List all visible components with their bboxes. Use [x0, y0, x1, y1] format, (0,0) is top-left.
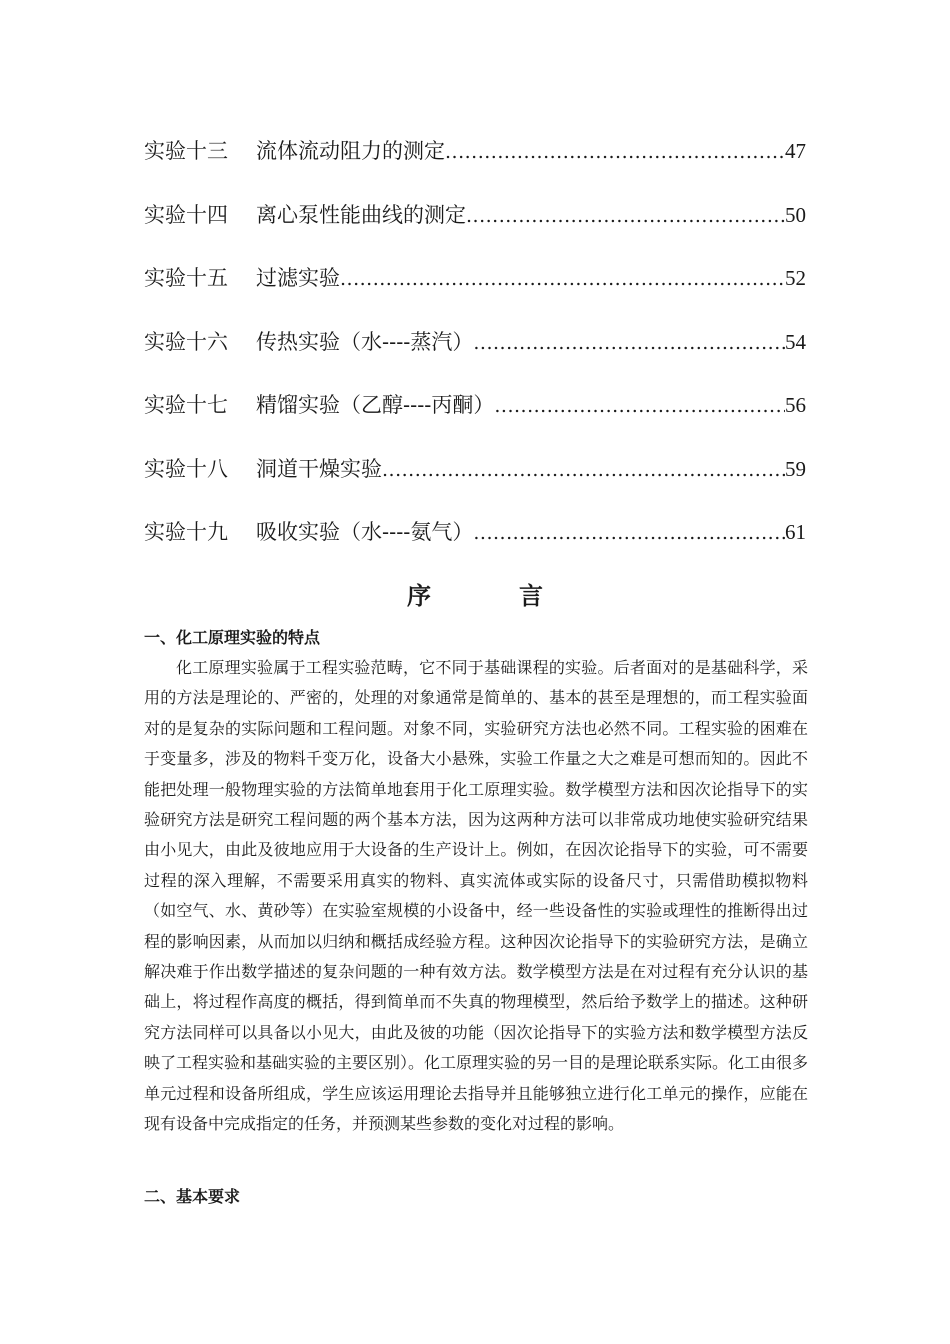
- toc-entry-page: 47: [785, 139, 806, 163]
- toc-entry-page: 52: [785, 266, 806, 290]
- toc-entry-title: 吸收实验（水----氨气）: [256, 520, 474, 544]
- toc-leader-dots: [340, 260, 785, 298]
- section-heading: 二、基本要求: [144, 1187, 241, 1206]
- toc-entry-page: 61: [785, 520, 806, 544]
- preface-title: [0, 576, 950, 616]
- toc-leader-dots: [466, 197, 785, 235]
- toc-entry[interactable]: [144, 259, 806, 323]
- toc-entry-title: 离心泵性能曲线的测定: [256, 202, 466, 227]
- toc-entry-title: 传热实验（水----蒸汽）: [256, 329, 474, 354]
- toc-entry-label: 实验十八: [144, 456, 228, 481]
- toc-leader-dots: [445, 133, 785, 171]
- toc-entry[interactable]: [144, 450, 806, 514]
- toc-leader-dots: [494, 387, 785, 425]
- toc-entry-title: 精馏实验（乙醇----丙酮）: [256, 393, 495, 417]
- toc-entry-page: 59: [785, 456, 806, 481]
- toc-entry-label: 实验十四: [144, 202, 228, 227]
- preface-title-char: 序: [407, 581, 431, 610]
- toc-entry-label: 实验十九: [144, 520, 228, 544]
- toc-entry-page: 50: [785, 202, 806, 227]
- toc-entry-title: 过滤实验: [256, 266, 340, 290]
- toc-leader-dots: [473, 514, 785, 552]
- section-heading: 一、化工原理实验的特点: [144, 628, 321, 647]
- toc-entry-title: 流体流动阻力的测定: [256, 139, 445, 163]
- toc-entry-label: 实验十七: [144, 393, 228, 417]
- toc-entry[interactable]: [144, 513, 806, 577]
- toc-entry-title: 洞道干燥实验: [256, 456, 382, 481]
- toc-entry-label: 实验十三: [144, 139, 228, 163]
- table-of-contents: [144, 132, 806, 577]
- toc-entry-label: 实验十五: [144, 266, 228, 290]
- paragraph: 化工原理实验属于工程实验范畴，它不同于基础课程的实验。后者面对的是基础科学，采用的方法是理论的、严密的，处理的对象通常是简单的、基本的甚至是理想的，而工程实验面对的是复杂的实际问题和工程问题。对象不同，实验研究方法也必然不同。工程实验的困难在于变量多，涉及的物料千变万化，设备大小悬殊，实验工作量之大之难是可想而知的。因此不能把处理一般物理实验的方法简单地套用于化工原理实验。数学模型方法和因次论指导下的实验研究方法是研究工程问题的两个基本方法，因为这两种方法可以非常成功地使实验研究结果由小见大，由此及彼地应用于大设备的生产设计上。例如，在因次论指导下的实验，可不需要过程的深入理解，不需要采用真实的物料、真实流体或实际的设备尺寸，只需借助模拟物料（如空气、水、黄砂等）在实验室规模的小设备中，经一些设备性的实验或理性的推断得出过程的影响因素，从而加以归纳和概括成经验方程。这种因次论指导下的实验研究方法，是确立解决难于作出数学描述的复杂问题的一种有效方法。数学模型方法是在对过程有充分认识的基础上，将过程作高度的概括，得到简单而不失真的物理模型，然后给予数学上的描述。这种研究方法同样可以具备以小见大，由此及彼的功能（因次论指导下的实验方法和数学模型方法反映了工程实验和基础实验的主要区别）。化工原理实验的另一目的是理论联系实际。化工由很多单元过程和设备所组成，学生应该运用理论去指导并且能够独立进行化工单元的操作，应能在现有设备中完成指定的任务，并预测某些参数的变化对过程的影响。: [144, 658, 809, 1134]
- preface-title-char: 言: [519, 581, 543, 610]
- toc-entry-page: 56: [785, 393, 806, 417]
- toc-entry-page: 54: [785, 329, 806, 354]
- toc-entry[interactable]: [144, 196, 806, 260]
- toc-entry-label: 实验十六: [144, 329, 228, 354]
- toc-leader-dots: [473, 324, 785, 362]
- section-body: [144, 653, 808, 1140]
- toc-entry[interactable]: [144, 132, 806, 196]
- toc-entry[interactable]: [144, 386, 806, 450]
- toc-leader-dots: [382, 451, 785, 489]
- toc-entry[interactable]: [144, 323, 806, 387]
